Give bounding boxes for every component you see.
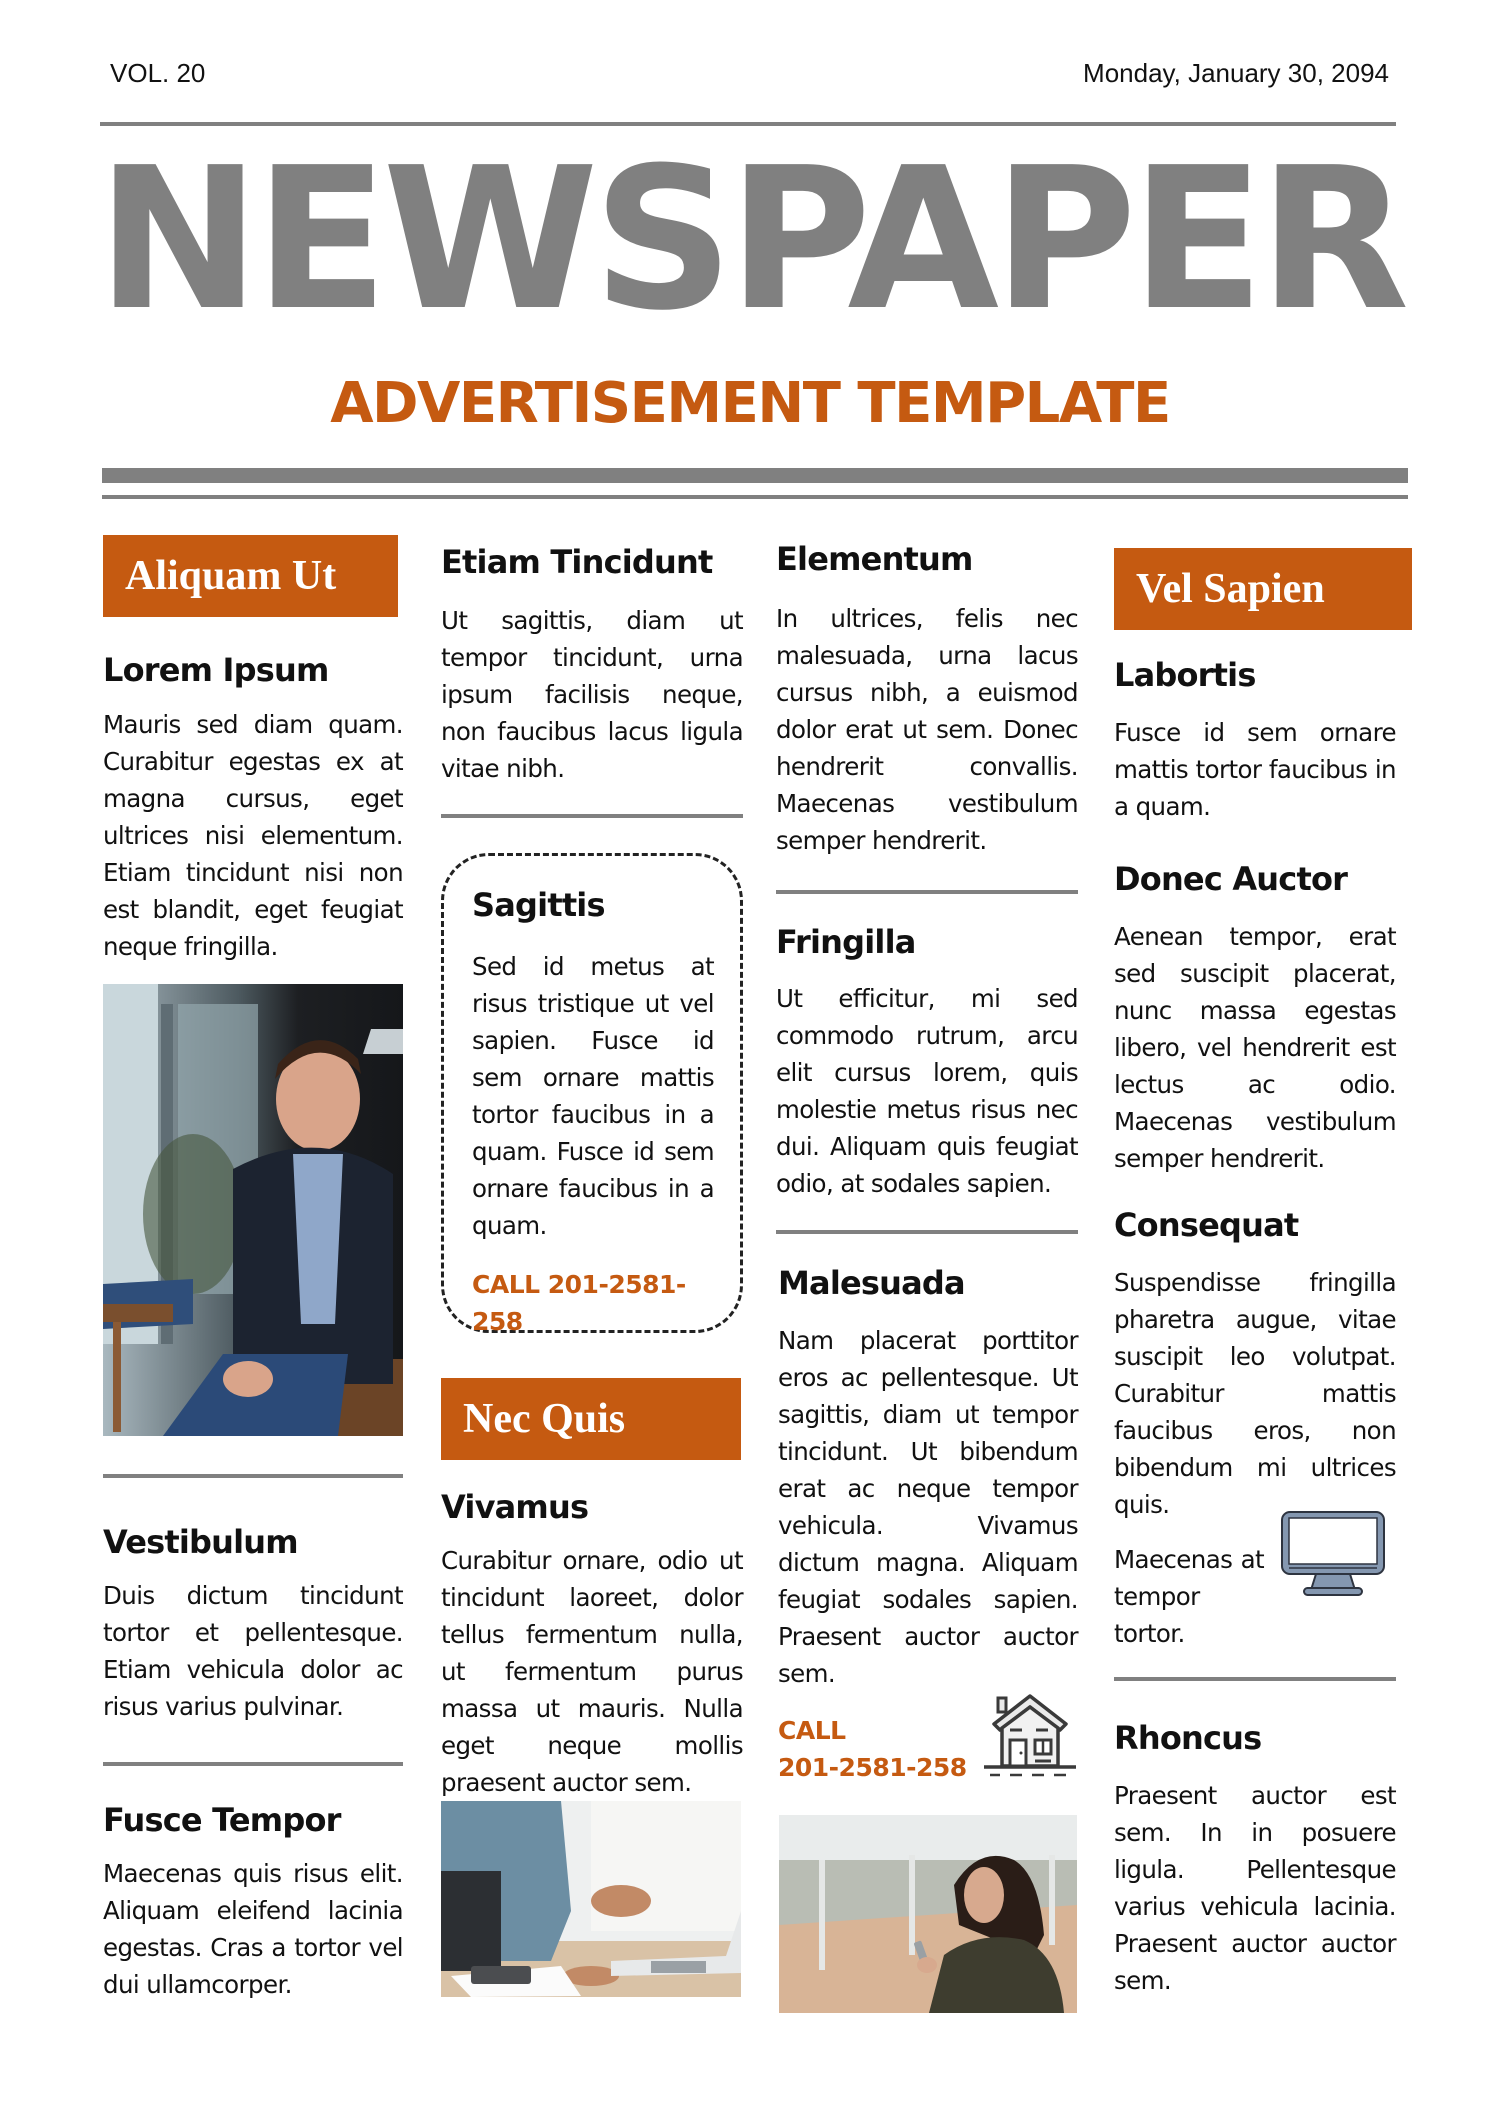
article-body: Nam placerat porttitor eros ac pellentesque. Ut sagittis, diam ut tempor tincidunt. Ut bibendum erat ac neque tempor vehicula. Vivamus dictum magna. Aliquam feugiat sodales sapien. Praesent auctor auctor sem. xyxy=(778,1326,1078,1688)
section-label-vel-sapien: Vel Sapien xyxy=(1114,548,1412,630)
column-divider xyxy=(103,1474,403,1478)
article-body: Duis dictum tincidunt tortor et pellentesque. Etiam vehicula dolor ac risus varius pulvinar. xyxy=(103,1581,403,1721)
ad-phone-number[interactable]: 201-2581-258 xyxy=(778,1753,967,1782)
article-body: Mauris sed diam quam. Curabitur egestas ex at magna cursus, eget ultrices nisi elementum. Etiam tincidunt nisi non est blandit, eget feugiat neque fringilla. xyxy=(103,710,403,961)
article-title: Consequat xyxy=(1114,1206,1299,1244)
masthead-title: NEWSPAPER xyxy=(96,126,1404,354)
business-desk-photo xyxy=(441,1801,741,1997)
article-body: Ut sagittis, diam ut tempor tincidunt, urna ipsum facilisis neque, non faucibus lacus ligula vitae nibh. xyxy=(441,606,743,783)
issue-date: Monday, January 30, 2094 xyxy=(1083,58,1389,88)
section-label-nec-quis: Nec Quis xyxy=(441,1378,741,1460)
article-body: Fusce id sem ornare mattis tortor faucibus in a quam. xyxy=(1114,718,1396,821)
ad-body: Sed id metus at risus tristique ut vel sapien. Fusce id sem ornare mattis tortor faucibus in a quam. Fusce id sem ornare faucibus in a quam. xyxy=(472,952,714,1240)
article-title: Vestibulum xyxy=(103,1523,298,1561)
monitor-icon xyxy=(1278,1508,1388,1603)
ad-phone-number[interactable]: CALL 201-2581-258 xyxy=(472,1270,686,1336)
article-body: Curabitur ornare, odio ut tincidunt laoreet, dolor tellus fermentum nulla, ut fermentum purus massa ut mauris. Nulla eget neque mollis praesent auctor sem. xyxy=(441,1546,743,1797)
man-in-blazer-photo xyxy=(103,984,403,1436)
article-title: Labortis xyxy=(1114,656,1256,694)
article-title: Fringilla xyxy=(776,923,916,961)
masthead-thick-rule xyxy=(102,468,1408,483)
article-body: In ultrices, felis nec malesuada, urna lacus cursus nibh, a euismod dolor erat ut sem. Donec hendrerit convallis. Maecenas vestibulum semper hendrerit. xyxy=(776,604,1078,855)
volume-label: VOL. 20 xyxy=(110,58,206,88)
photo-illustration xyxy=(103,984,403,1436)
article-body: Suspendisse fringilla pharetra augue, vitae suscipit leo volutpat. Curabitur mattis faucibus eros, non bibendum mi ultrices quis. xyxy=(1114,1268,1396,1519)
ad-phone-label: CALL xyxy=(778,1716,846,1745)
photo-illustration xyxy=(779,1815,1077,2013)
article-title: Rhoncus xyxy=(1114,1719,1262,1757)
article-body: Aenean tempor, erat sed suscipit placerat, nunc massa egestas libero, vel hendrerit est lectus ac odio. Maecenas vestibulum semper hendrerit. xyxy=(1114,922,1396,1173)
aside-text: Maecenas at tempor tortor. xyxy=(1114,1545,1264,1648)
woman-with-phone-photo xyxy=(779,1815,1077,2013)
ad-title: Sagittis xyxy=(472,886,605,924)
masthead-subtitle: ADVERTISEMENT TEMPLATE xyxy=(330,371,1170,436)
masthead-thin-rule xyxy=(102,495,1408,499)
article-body: Maecenas quis risus elit. Aliquam eleifend lacinia egestas. Cras a tortor vel dui ullamcorper. xyxy=(103,1859,403,1999)
article-title: Fusce Tempor xyxy=(103,1801,341,1839)
column-divider xyxy=(776,890,1078,894)
column-divider xyxy=(441,814,743,818)
house-icon xyxy=(980,1690,1080,1780)
article-title: Etiam Tincidunt xyxy=(441,543,713,581)
article-title: Elementum xyxy=(776,540,973,578)
photo-illustration xyxy=(441,1801,741,1997)
column-divider xyxy=(1114,1677,1396,1681)
column-divider xyxy=(776,1230,1078,1234)
article-body: Ut efficitur, mi sed commodo rutrum, arcu elit cursus lorem, quis molestie metus risus nec dui. Aliquam quis feugiat odio, at sodales sapien. xyxy=(776,984,1078,1198)
section-label-aliquam-ut: Aliquam Ut xyxy=(103,535,398,617)
column-divider xyxy=(103,1762,403,1766)
article-title: Donec Auctor xyxy=(1114,860,1348,898)
article-title: Vivamus xyxy=(441,1488,589,1526)
article-title: Malesuada xyxy=(778,1264,965,1302)
article-title: Lorem Ipsum xyxy=(103,651,329,689)
article-body: Praesent auctor est sem. In in posuere ligula. Pellentesque varius vehicula lacinia. Praesent auctor auctor sem. xyxy=(1114,1781,1396,1995)
